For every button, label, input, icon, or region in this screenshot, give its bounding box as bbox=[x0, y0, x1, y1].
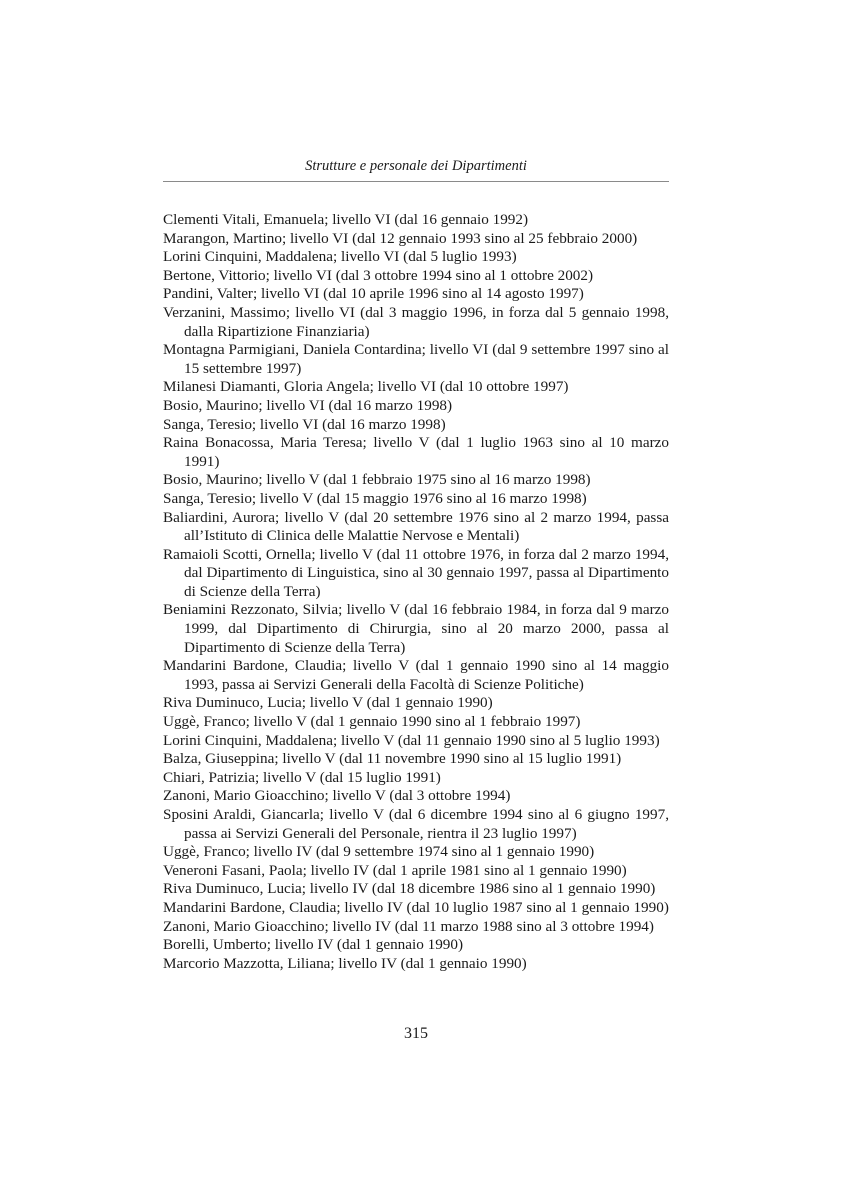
list-item: Raina Bonacossa, Maria Teresa; livello V (dal 1 luglio 1963 sino al 10 marzo 1991) bbox=[163, 434, 669, 470]
list-item: Mandarini Bardone, Claudia; livello IV (dal 10 luglio 1987 sino al 1 gennaio 1990) bbox=[163, 898, 669, 916]
list-item: Bosio, Maurino; livello VI (dal 16 marzo 1998) bbox=[163, 396, 453, 414]
list-item: Zanoni, Mario Gioacchino; livello V (dal 3 ottobre 1994) bbox=[163, 787, 511, 805]
list-item: Balza, Giuseppina; livello V (dal 11 novembre 1990 sino al 15 luglio 1991) bbox=[163, 750, 622, 768]
list-item: Riva Duminuco, Lucia; livello V (dal 1 gennaio 1990) bbox=[163, 694, 493, 712]
list-item: Veneroni Fasani, Paola; livello IV (dal 1 aprile 1981 sino al 1 gennaio 1990) bbox=[163, 861, 627, 879]
list-item: Baliardini, Aurora; livello V (dal 20 settembre 1976 sino al 2 marzo 1994, passa all’Istituto di Clinica delle Malattie Nervose e Mentali) bbox=[163, 508, 669, 545]
list-item: Bosio, Maurino; livello V (dal 1 febbraio 1975 sino al 16 marzo 1998) bbox=[163, 471, 591, 489]
list-item: Sanga, Teresio; livello VI (dal 16 marzo 1998) bbox=[163, 415, 446, 433]
staff-list bbox=[163, 211, 669, 973]
list-item: Lorini Cinquini, Maddalena; livello V (dal 11 gennaio 1990 sino al 5 luglio 1993) bbox=[163, 731, 660, 749]
list-item: Marcorio Mazzotta, Liliana; livello IV (dal 1 gennaio 1990) bbox=[163, 954, 527, 972]
list-item: Riva Duminuco, Lucia; livello IV (dal 18 dicembre 1986 sino al 1 gennaio 1990) bbox=[163, 880, 656, 898]
list-item: Milanesi Diamanti, Gloria Angela; livello VI (dal 10 ottobre 1997) bbox=[163, 378, 569, 396]
list-item: Pandini, Valter; livello VI (dal 10 aprile 1996 sino al 14 agosto 1997) bbox=[163, 285, 584, 303]
list-item: Marangon, Martino; livello VI (dal 12 gennaio 1993 sino al 25 febbraio 2000) bbox=[163, 229, 638, 247]
list-item: Chiari, Patrizia; livello V (dal 15 luglio 1991) bbox=[163, 768, 441, 786]
list-item: Mandarini Bardone, Claudia; livello V (dal 1 gennaio 1990 sino al 14 maggio 1993, passa ai Servizi Generali della Facoltà di Scienze Politiche) bbox=[163, 657, 669, 693]
header-rule bbox=[163, 181, 669, 182]
list-item: Montagna Parmigiani, Daniela Contardina; livello VI (dal 9 settembre 1997 sino al 15 settembre 1997) bbox=[163, 341, 669, 377]
list-item: Verzanini, Massimo; livello VI (dal 3 maggio 1996, in forza dal 5 gennaio 1998, dalla Ripartizione Finanziaria) bbox=[163, 303, 669, 340]
list-item: Sanga, Teresio; livello V (dal 15 maggio 1976 sino al 16 marzo 1998) bbox=[163, 489, 587, 507]
list-item: Ramaioli Scotti, Ornella; livello V (dal 11 ottobre 1976, in forza dal 2 marzo 1994, dal Dipartimento di Linguistica, sino al 30 gennaio 1997, passa al Dipartimento di Scienze della Terra) bbox=[163, 545, 669, 600]
list-item: Lorini Cinquini, Maddalena; livello VI (dal 5 luglio 1993) bbox=[163, 248, 517, 266]
list-item: Uggè, Franco; livello V (dal 1 gennaio 1990 sino al 1 febbraio 1997) bbox=[163, 713, 581, 731]
list-item: Sposini Araldi, Giancarla; livello V (dal 6 dicembre 1994 sino al 6 giugno 1997, passa ai Servizi Generali del Personale, rientra il 23 luglio 1997) bbox=[163, 806, 669, 842]
page-number: 315 bbox=[404, 1025, 428, 1042]
list-item: Beniamini Rezzonato, Silvia; livello V (dal 16 febbraio 1984, in forza dal 9 marzo 1999, dal Dipartimento di Chirurgia, sino al 20 marzo 2000, passa al Dipartimento di Scienze della Terra) bbox=[163, 601, 669, 656]
list-item: Clementi Vitali, Emanuela; livello VI (dal 16 gennaio 1992) bbox=[163, 211, 529, 228]
list-item: Borelli, Umberto; livello IV (dal 1 gennaio 1990) bbox=[163, 936, 464, 954]
running-title: Strutture e personale dei Dipartimenti bbox=[305, 158, 527, 174]
list-item: Zanoni, Mario Gioacchino; livello IV (dal 11 marzo 1988 sino al 3 ottobre 1994) bbox=[163, 917, 654, 935]
list-item: Uggè, Franco; livello IV (dal 9 settembre 1974 sino al 1 gennaio 1990) bbox=[163, 843, 595, 861]
list-item: Bertone, Vittorio; livello VI (dal 3 ottobre 1994 sino al 1 ottobre 2002) bbox=[163, 266, 594, 284]
